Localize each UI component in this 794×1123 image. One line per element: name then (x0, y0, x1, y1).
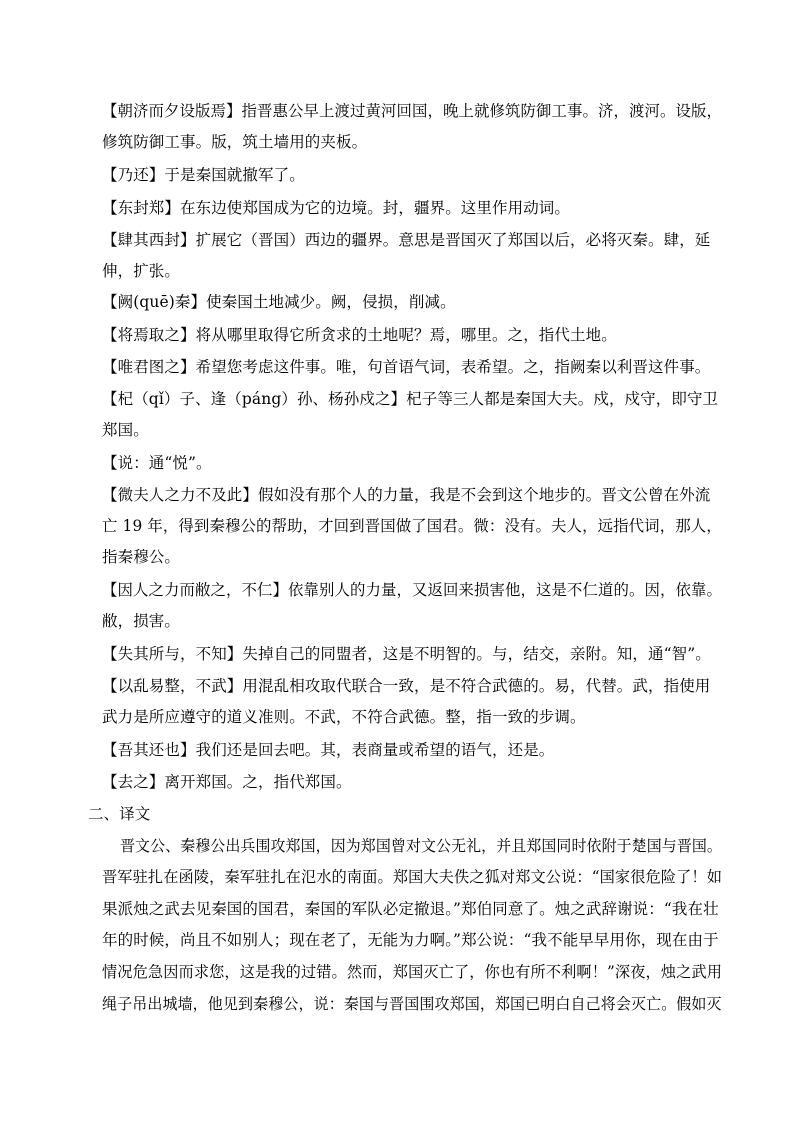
note-line: 【微夫人之力不及此】假如没有那个人的力量，我是不会到这个地步的。晋文公曾在外流 (102, 486, 711, 504)
note-line: 郑国。 (102, 421, 149, 439)
note-line: 【朝济而夕设版焉】指晋惠公早上渡过黄河回国，晚上就修筑防御工事。济，渡河。设版， (102, 102, 723, 120)
translation-line: 晋文公、秦穆公出兵围攻郑国，因为郑国曾对文公无礼，并且郑国同时依附于楚国与晋国。 (120, 837, 722, 855)
note-line: 【东封郑】在东边使郑国成为它的边境。封，疆界。这里作用动词。 (102, 199, 571, 217)
note-line: 指秦穆公。 (102, 548, 181, 566)
note-line: 修筑防御工事。版，筑土墙用的夹板。 (102, 133, 368, 151)
section-heading: 二、译文 (88, 805, 151, 823)
note-line: 【吾其还也】我们还是回去吧。其，表商量或希望的语气，还是。 (102, 741, 555, 759)
note-line: 【失其所与，不知】失掉自己的同盟者，这是不明智的。与，结交，亲附。知，通“智”。 (102, 645, 711, 663)
translation-line: 情况危急因而求您，这是我的过错。然而，郑国灭亡了，你也有所不利啊！”深夜，烛之武用 (102, 963, 723, 981)
note-line: 【杞（qǐ）子、逢（páng）孙、杨孙戍之】杞子等三人都是秦国大夫。戍，戍守，即守卫 (102, 390, 719, 408)
note-line: 【阙(quē)秦】使秦国土地减少。阙，侵损，削减。 (102, 293, 456, 311)
note-line: 伸，扩张。 (102, 262, 181, 280)
note-line: 【肆其西封】扩展它（晋国）西边的疆界。意思是晋国灭了郑国以后，必将灭秦。肆，延 (102, 231, 711, 249)
note-line: 武力是所应遵守的道义准则。不武，不符合武德。整，指一致的步调。 (102, 708, 586, 726)
translation-line: 年的时候，尚且不如别人；现在老了，无能为力啊。”郑公说：“我不能早早用你，现在由于 (102, 931, 719, 949)
note-line: 敝，损害。 (102, 612, 181, 630)
note-line: 【将焉取之】将从哪里取得它所贪求的土地呢？焉，哪里。之，指代土地。 (102, 326, 617, 344)
note-line: 【乃还】于是秦国就撤军了。 (102, 166, 305, 184)
note-line: 【因人之力而敝之，不仁】依靠别人的力量，又返回来损害他，这是不仁道的。因，依靠。 (102, 581, 723, 599)
translation-line: 绳子吊出城墙，他见到秦穆公，说：秦国与晋国围攻郑国，郑国已明白自己将会灭亡。假如灭 (102, 995, 722, 1013)
translation-line: 晋军驻扎在函陵，秦军驻扎在氾水的南面。郑国大夫佚之狐对郑文公说：“国家很危险了！如 (102, 868, 723, 886)
translation-line: 果派烛之武去见秦国的国君，秦国的军队必定撤退。”郑伯同意了。烛之武辞谢说：“我在壮 (102, 900, 719, 918)
note-line: 【以乱易整，不武】用混乱相攻取代联合一致，是不符合武德的。易，代替。武，指使用 (102, 677, 711, 695)
note-line: 【唯君图之】希望您考虑这件事。唯，句首语气词，表希望。之，指阙秦以利晋这件事。 (102, 358, 711, 376)
note-line: 亡 19 年，得到秦穆公的帮助，才回到晋国做了国君。微：没有。夫人，远指代词，那人， (102, 517, 722, 535)
note-line: 【说：通“悦”。 (102, 454, 212, 472)
note-line: 【去之】离开郑国。之，指代郑国。 (102, 773, 352, 791)
